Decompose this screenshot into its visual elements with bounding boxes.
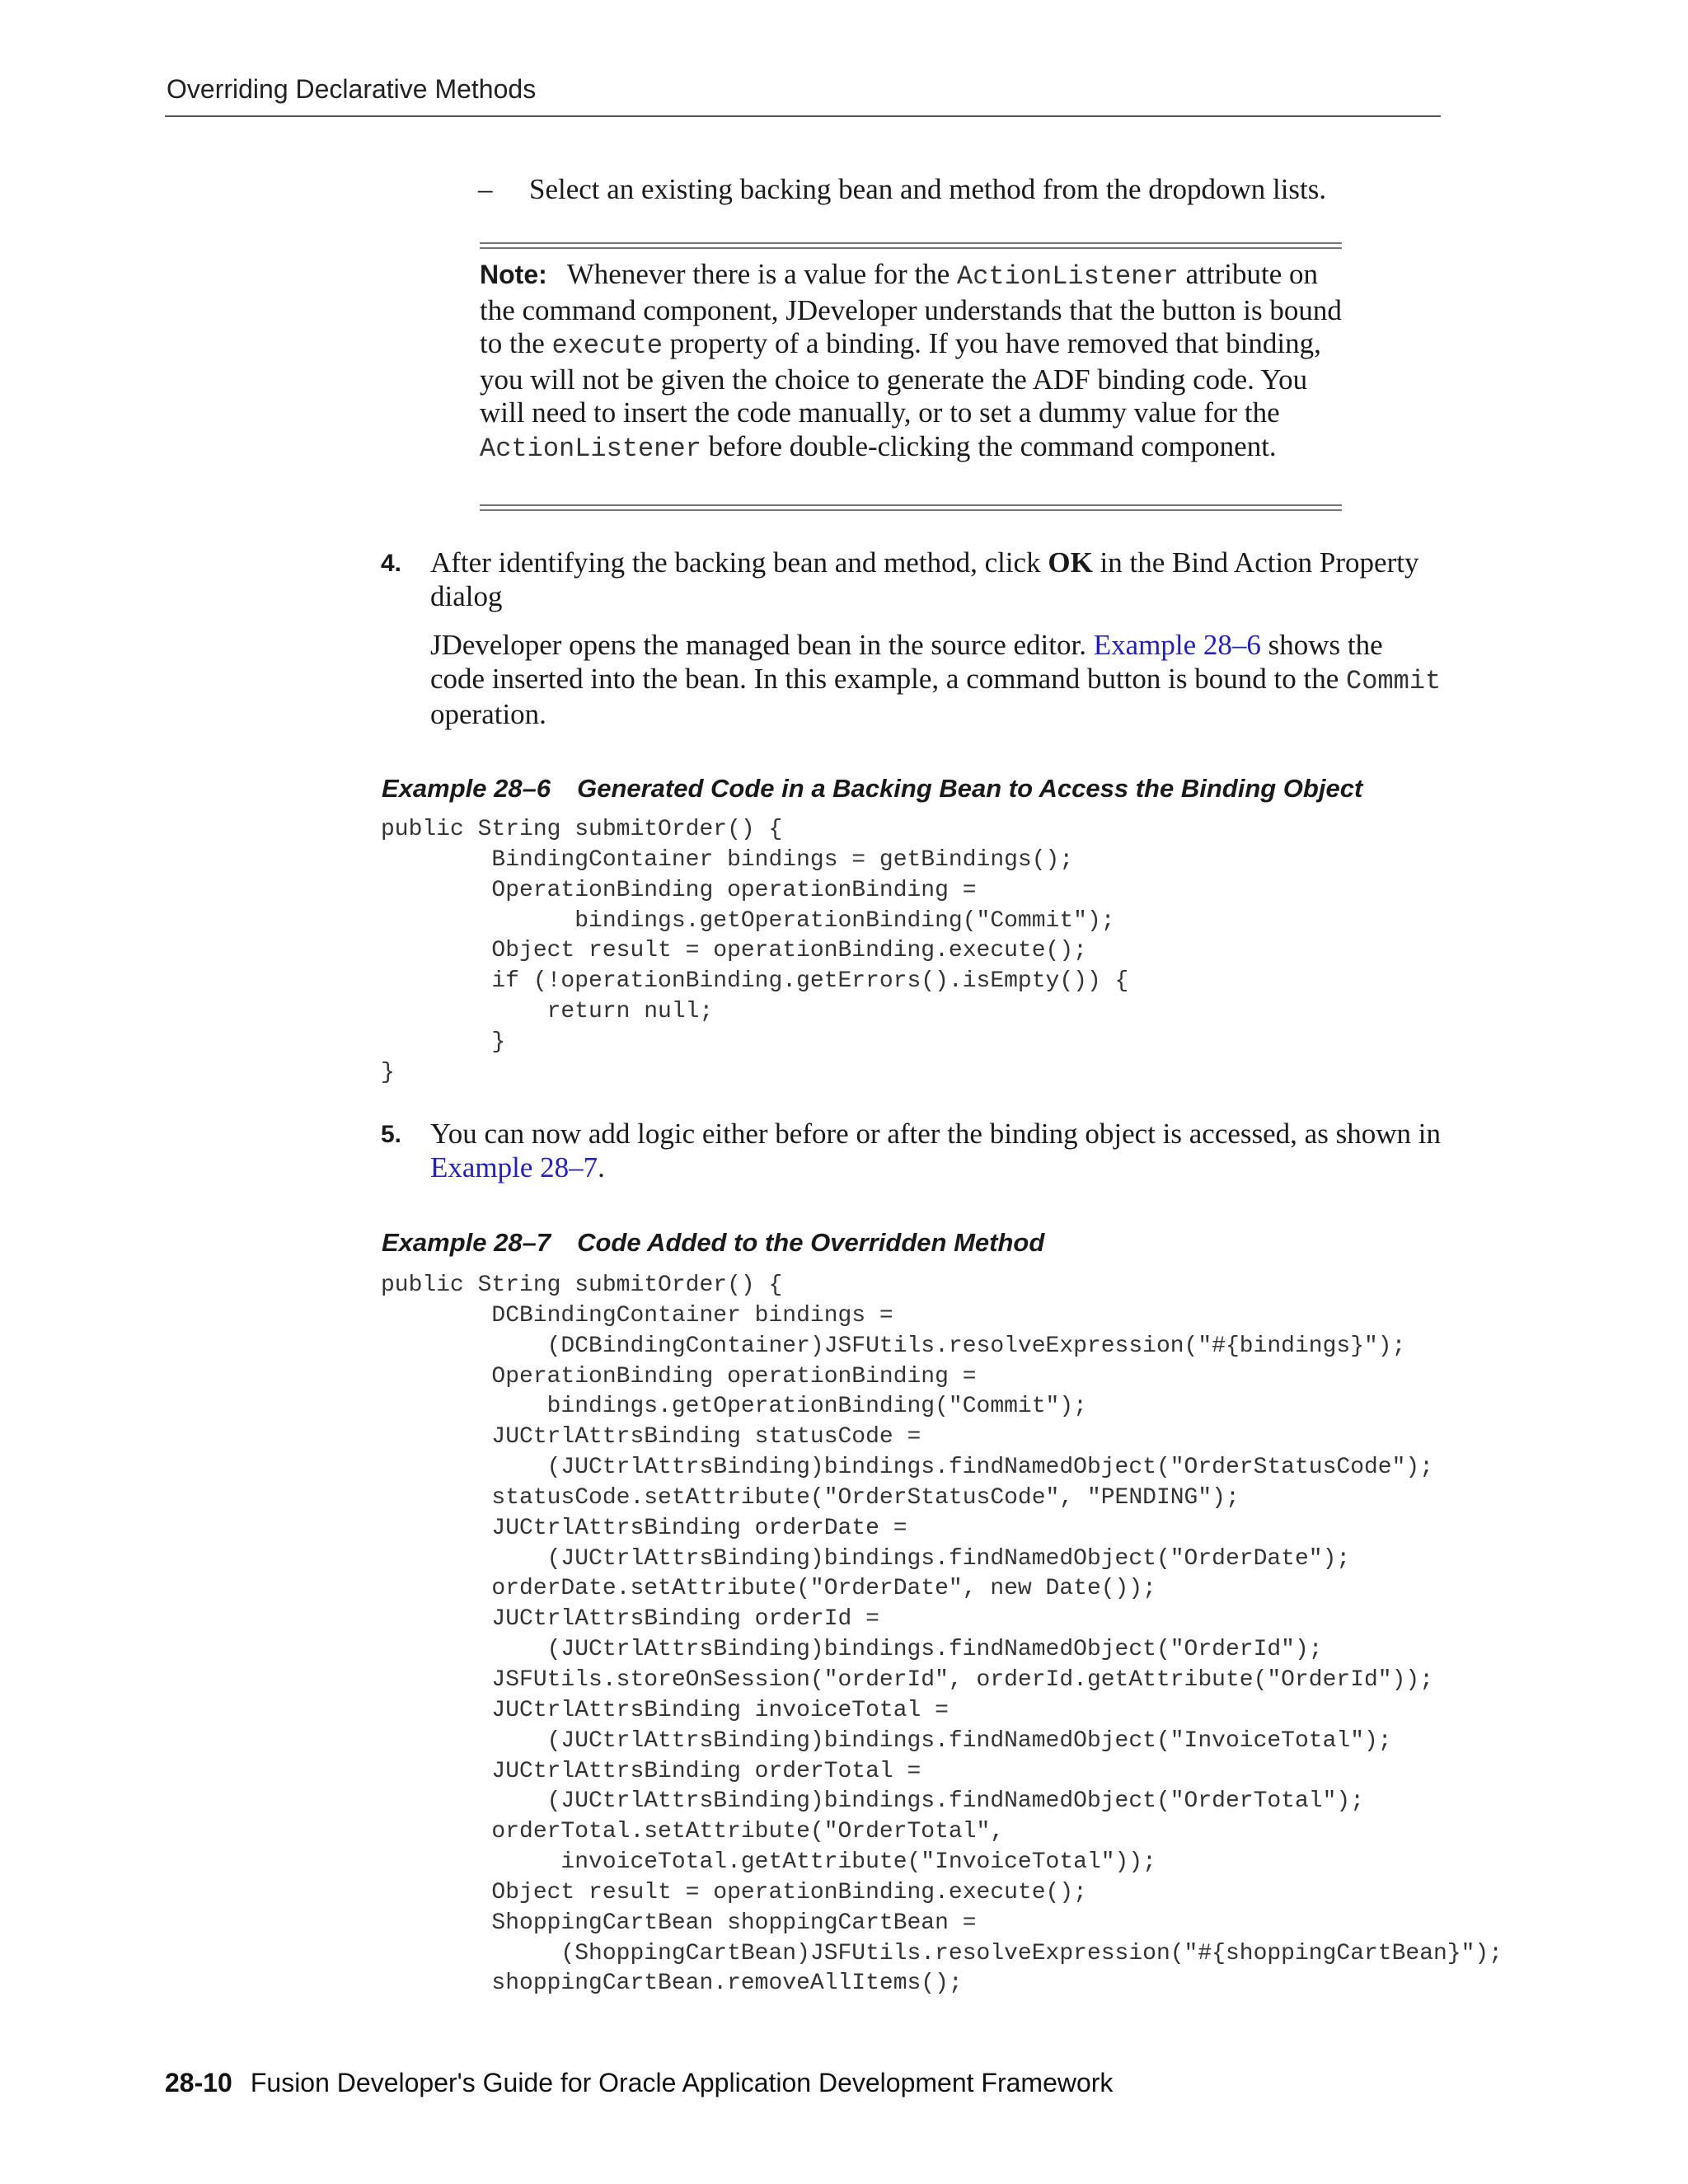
- example-title: [382, 774, 1362, 804]
- paragraph-text: JDeveloper opens the managed bean in the source editor.: [430, 629, 1094, 661]
- note-text: before double-clicking the command component.: [701, 429, 1277, 462]
- page-number: 28-10: [165, 2068, 232, 2097]
- commit-code: Commit: [1346, 665, 1442, 696]
- example-28-7-link[interactable]: Example 28–7: [430, 1151, 598, 1183]
- step-number: 4.: [381, 550, 402, 577]
- example-caption: Generated Code in a Backing Bean to Access the Binding Object: [577, 774, 1363, 803]
- step-number: 5.: [381, 1121, 402, 1148]
- note-box: [480, 258, 1345, 466]
- step-text-part: After identifying the backing bean and method, click: [430, 546, 1048, 579]
- book-title: Fusion Developer's Guide for Oracle Application Development Framework: [250, 2068, 1114, 2097]
- step-text-part: in the Bind Action Property dialog: [430, 546, 1419, 612]
- bullet-dash: –: [478, 173, 493, 205]
- note-text: property of a binding. If you have removed that binding, you will not be given the choice to generate the ADF binding code. You will need to insert the code manually, or to set a dummy value for the: [480, 327, 1321, 429]
- running-header: Overriding Declarative Methods: [166, 74, 537, 104]
- example-label: Example 28–6: [382, 774, 551, 803]
- step-text: [430, 546, 1444, 613]
- example-label: Example 28–7: [382, 1228, 551, 1257]
- code-block: public String submitOrder() { DCBindingContainer bindings = (DCBindingContainer)JSFUtils.resolveExpression("#{bindings}"); OperationBinding operationBinding = bindings.getOperationBinding("Commit"); JUCtrlAttrsBinding statusCode = (JUCtrlAttrsBinding)bindings.findNamedObject("OrderStatusCode"); statusCode.setAttribute("OrderStatusCode", "PENDING"); JUCtrlAttrsBinding orderDate = (JUCtrlAttrsBinding)bindings.findNamedObject("OrderDate"); orderDate.setAttribute("OrderDate", new Date()); JUCtrlAttrsBinding orderId = (JUCtrlAttrsBinding)bindings.findNamedObject("OrderId"); JSFUtils.storeOnSession("orderId", orderId.getAttribute("OrderId")); JUCtrlAttrsBinding invoiceTotal = (JUCtrlAttrsBinding)bindings.findNamedObject("InvoiceTotal"); JUCtrlAttrsBinding orderTotal = (JUCtrlAttrsBinding)bindings.findNamedObject("OrderTotal"); orderTotal.setAttribute("OrderTotal", invoiceTotal.getAttribute("InvoiceTotal")); Object result = operationBinding.execute(); ShoppingCartBean shoppingCartBean = (ShoppingCartBean)JSFUtils.resolveExpression("#{shoppingCartBean}"); shoppingCartBean.removeAllItems();: [381, 1272, 1503, 1997]
- ok-bold: OK: [1048, 546, 1093, 579]
- note-code-actionlistener: ActionListener: [480, 433, 701, 464]
- example-28-6-link[interactable]: Example 28–6: [1093, 629, 1261, 661]
- note-rule-top: [480, 242, 1342, 249]
- header-rule: [165, 115, 1441, 117]
- note-rule-bottom: [480, 504, 1342, 511]
- paragraph-text: operation.: [430, 698, 546, 730]
- code-block: public String submitOrder() { BindingContainer bindings = getBindings(); OperationBinding operationBinding = bindings.getOperationBinding("Commit"); Object result = operationBinding.execute(); if (!operationBinding.getErrors().isEmpty()) { return null; } }: [381, 817, 1129, 1085]
- example-caption: Code Added to the Overridden Method: [577, 1228, 1045, 1257]
- note-text: Whenever there is a value for the: [566, 258, 958, 290]
- step-text-part: You can now add logic either before or after the binding object is accessed, as shown in: [430, 1118, 1441, 1150]
- note-label: Note:: [480, 260, 547, 289]
- step-text-part: .: [598, 1151, 605, 1183]
- paragraph-text: shows the code inserted into the bean. In this example, a command button is bound to the: [430, 629, 1383, 695]
- step-paragraph: [430, 629, 1444, 732]
- step-text: [430, 1118, 1444, 1184]
- page-footer: [165, 2068, 1113, 2098]
- example-title: [382, 1228, 1044, 1258]
- note-code-execute: execute: [551, 330, 663, 361]
- bullet-text: Select an existing backing bean and method from the dropdown lists.: [529, 173, 1327, 205]
- note-code-actionlistener: ActionListener: [957, 261, 1179, 292]
- note-text: attribute on the command component, JDeveloper understands that the button is bound to the: [480, 258, 1342, 359]
